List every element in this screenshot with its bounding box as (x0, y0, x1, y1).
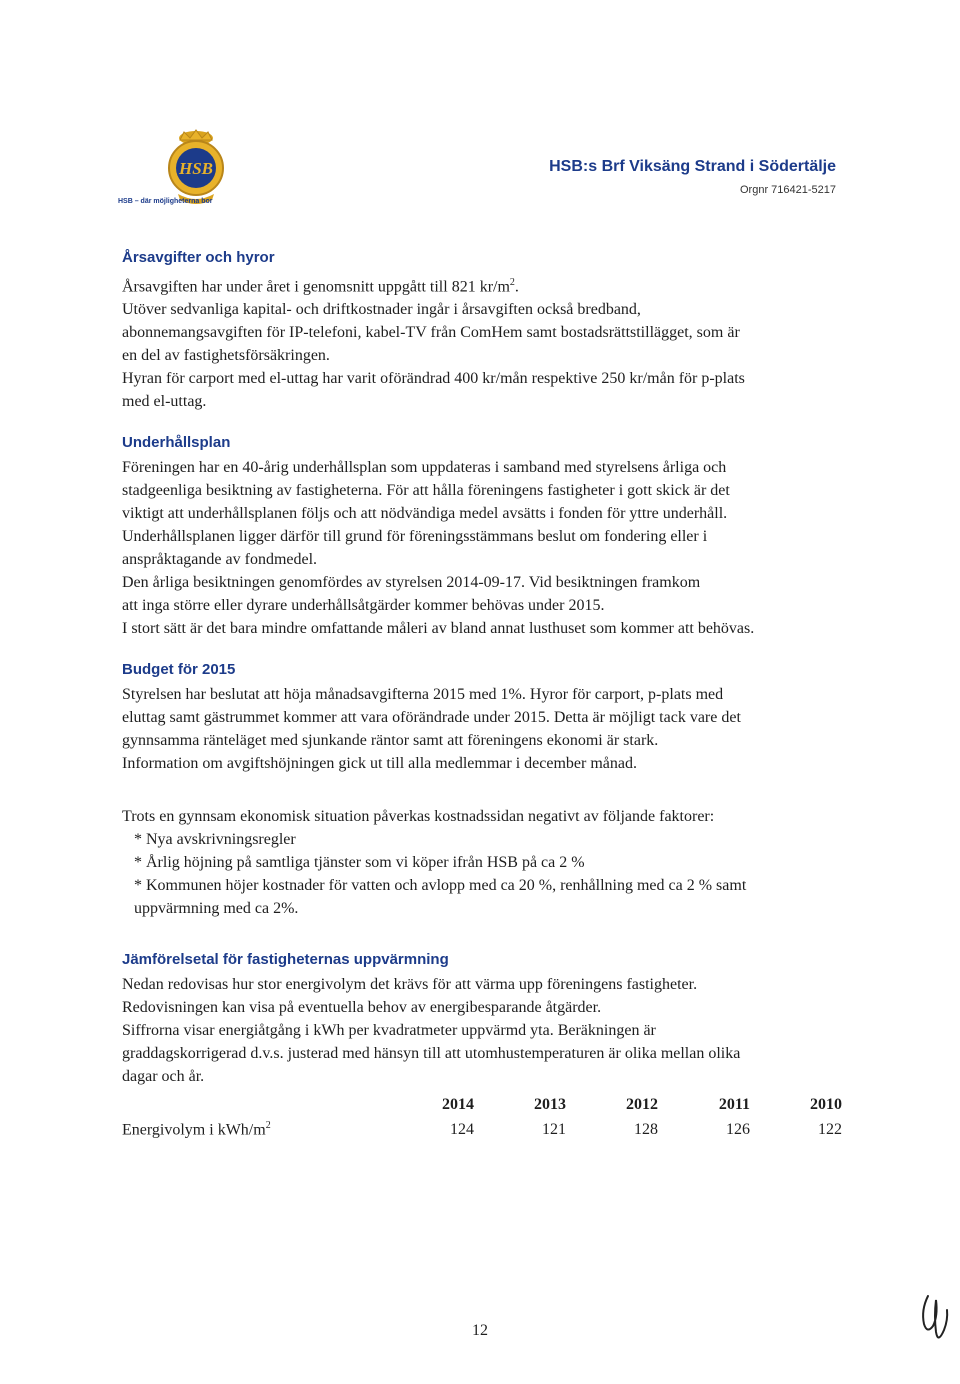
page-number: 12 (472, 1322, 488, 1339)
energy-value: 124 (450, 1120, 474, 1138)
energy-table-header-row (122, 1092, 842, 1117)
paragraph-line: att inga större eller dyrare underhållsåtgärder kommer behövas under 2015. (122, 597, 605, 615)
logo-text: HSB (178, 159, 214, 178)
paragraph-line (122, 271, 842, 298)
paragraph-line: dagar och år. (122, 1068, 205, 1086)
paragraph-line: Hyran för carport med el-uttag har varit oförändrad 400 kr/mån respektive 250 kr/mån för p-plats (122, 370, 745, 388)
paragraph-line: viktigt att underhållsplanen följs och att nödvändiga medel avsätts i fonden för yttre underhåll. (122, 505, 728, 523)
paragraph-line: Underhållsplanen ligger därför till grund för föreningsstämmans beslut om fondering eller i (122, 528, 708, 546)
energy-value: 122 (818, 1120, 842, 1138)
energy-table (122, 1092, 842, 1142)
energy-value: 128 (634, 1120, 658, 1138)
period: . (514, 278, 519, 296)
paragraph-line: Information om avgiftshöjningen gick ut till alla medlemmar i december månad. (122, 755, 637, 773)
section-faktorer (122, 805, 842, 920)
section-underhallsplan (122, 433, 842, 640)
paragraph-line: I stort sätt är det bara mindre omfattande måleri av bland annat lusthuset som kommer att behövas. (122, 620, 755, 638)
paragraph-line: abonnemangsavgiften för IP-telefoni, kabel-TV från ComHem samt bostadsrättstillägget, som är (122, 324, 740, 342)
organization-number: Orgnr 716421-5217 (739, 184, 836, 196)
paragraph-line: Trots en gynnsam ekonomisk situation påverkas kostnadssidan negativt av följande faktorer: (122, 808, 715, 826)
year-header: 2010 (810, 1095, 842, 1113)
paragraph-line: stadgeenliga besiktning av fastigheterna. För att hålla föreningens fastigheter i gott skick är det (122, 482, 730, 500)
superscript-2: 2 (265, 1120, 271, 1132)
list-item: * Årlig höjning på samtliga tjänster som vi köper ifrån HSB på ca 2 % (134, 854, 585, 872)
heading-jamforelsetal: Jämförelsetal för fastigheternas uppvärmning (122, 951, 449, 969)
year-header: 2012 (626, 1095, 658, 1113)
heading-underhallsplan: Underhållsplan (122, 434, 231, 452)
paragraph-line: Redovisningen kan visa på eventuella behov av energibesparande åtgärder. (122, 999, 602, 1017)
logo-tagline: HSB – där möjligheterna bor (118, 198, 213, 205)
paragraph-line: Styrelsen har beslutat att höja månadsavgifterna 2015 med 1%. Hyror för carport, p-plats med (122, 686, 724, 704)
handwritten-initials (918, 1290, 952, 1352)
text-arsavgift-amount: Årsavgiften har under året i genomsnitt uppgått till 821 kr/m (122, 278, 510, 296)
energy-row-label: Energivolym i kWh/m (122, 1121, 266, 1139)
paragraph-line: eluttag samt gästrummet kommer att vara oförändrade under 2015. Detta är möjligt tack vare det (122, 709, 741, 727)
section-arsavgifter (122, 248, 842, 413)
table-row (122, 1117, 842, 1142)
year-header: 2011 (718, 1095, 750, 1113)
superscript-2: 2 (509, 277, 515, 288)
paragraph-line: Siffrorna visar energiåtgång i kWh per kvadratmeter uppvärmd yta. Beräkningen är (122, 1022, 656, 1040)
list-item: * Kommunen höjer kostnader för vatten och avlopp med ca 20 %, renhållning med ca 2 % samt (134, 877, 747, 895)
organization-header (549, 158, 836, 196)
list-item: * Nya avskrivningsregler (134, 831, 296, 849)
paragraph-line: Nedan redovisas hur stor energivolym det krävs för att värma upp föreningens fastigheter. (122, 976, 698, 994)
paragraph-line: Föreningen har en 40-årig underhållsplan som uppdateras i samband med styrelsens årliga och (122, 459, 727, 477)
paragraph-line: Utöver sedvanliga kapital- och driftkostnader ingår i årsavgiften också bredband, (122, 301, 641, 319)
year-header: 2013 (534, 1095, 566, 1113)
document-body (122, 248, 842, 1162)
year-header: 2014 (442, 1095, 474, 1113)
energy-value: 126 (726, 1120, 750, 1138)
list-item-continuation: uppvärmning med ca 2%. (134, 900, 299, 918)
paragraph-line: graddagskorrigerad d.v.s. justerad med hänsyn till att utomhustemperaturen är olika mellan olika (122, 1045, 741, 1063)
paragraph-line: gynnsamma ränteläget med sjunkande räntor samt att föreningens ekonomi är stark. (122, 732, 659, 750)
paragraph-line: en del av fastighetsförsäkringen. (122, 347, 330, 365)
section-jamforelsetal (122, 950, 842, 1142)
paragraph-line: med el-uttag. (122, 393, 207, 411)
heading-arsavgifter: Årsavgifter och hyror (122, 249, 275, 266)
row-label (122, 1117, 382, 1142)
heading-budget: Budget för 2015 (122, 661, 236, 679)
organization-name: HSB:s Brf Viksäng Strand i Södertälje (549, 158, 836, 175)
energy-value: 121 (542, 1120, 566, 1138)
paragraph-line: Den årliga besiktningen genomfördes av styrelsen 2014-09-17. Vid besiktningen framkom (122, 574, 701, 592)
section-budget (122, 660, 842, 775)
paragraph-line: anspråktagande av fondmedel. (122, 551, 318, 569)
